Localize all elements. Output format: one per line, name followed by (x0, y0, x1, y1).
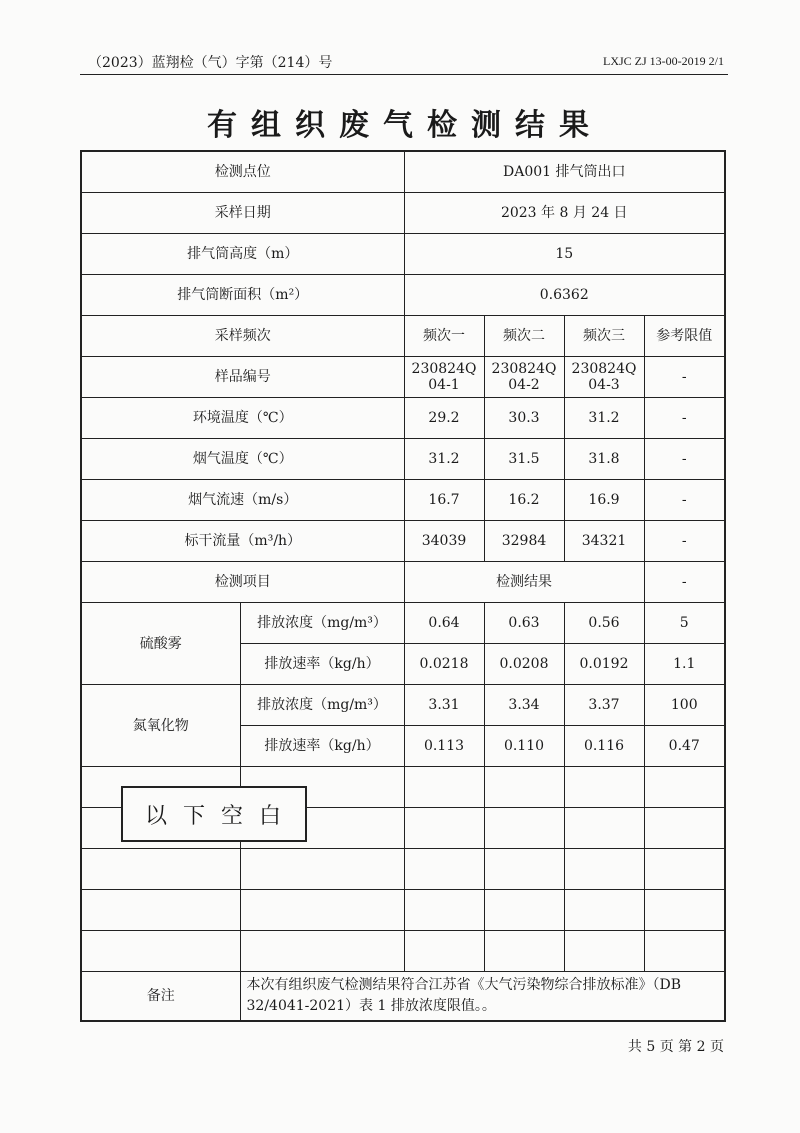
metric-value: 0.0208 (484, 644, 564, 685)
param-label: 环境温度（℃） (81, 398, 404, 439)
param-value: 29.2 (404, 398, 484, 439)
items-label: 检测项目 (81, 562, 404, 603)
results-table (80, 150, 726, 1022)
metric-limit: 100 (644, 685, 725, 726)
form-code: LXJC ZJ 13-00-2019 2/1 (603, 54, 724, 68)
pollutant-name: 氮氧化物 (81, 685, 240, 767)
param-label: 标干流量（m³/h） (81, 521, 404, 562)
blank-below-stamp: 以下空白 (121, 786, 307, 842)
param-value: 16.2 (484, 480, 564, 521)
point-value: DA001 排气筒出口 (404, 151, 725, 193)
param-value: 16.7 (404, 480, 484, 521)
blank-cell (484, 849, 564, 890)
metric-label: 排放浓度（mg/m³） (240, 685, 404, 726)
blank-cell (404, 931, 484, 972)
freq-col-1: 频次一 (404, 316, 484, 357)
blank-cell (240, 849, 404, 890)
page-footer: 共 5 页 第 2 页 (627, 1039, 724, 1055)
page-title: 有组织废气检测结果 (207, 108, 603, 143)
report-number: （2023）蓝翔检（气）字第（214）号 (88, 55, 333, 71)
blank-cell (81, 890, 240, 931)
blank-cell (644, 849, 725, 890)
blank-cell (81, 849, 240, 890)
param-value: 230824Q 04-1 (404, 357, 484, 398)
header-divider (80, 74, 728, 75)
freq-label: 采样频次 (81, 316, 404, 357)
table-row (81, 234, 725, 275)
blank-cell (644, 767, 725, 808)
table-row (81, 398, 725, 439)
table-row (81, 439, 725, 480)
metric-limit: 0.47 (644, 726, 725, 767)
freq-col-2: 频次二 (484, 316, 564, 357)
blank-cell (484, 808, 564, 849)
items-limit: - (644, 562, 725, 603)
blank-cell (564, 849, 644, 890)
pollutant-name: 硫酸雾 (81, 603, 240, 685)
table-row (81, 480, 725, 521)
metric-limit: 1.1 (644, 644, 725, 685)
blank-cell (404, 890, 484, 931)
point-label: 检测点位 (81, 151, 404, 193)
param-value: 31.2 (404, 439, 484, 480)
metric-label: 排放速率（kg/h） (240, 644, 404, 685)
param-label: 烟气温度（℃） (81, 439, 404, 480)
blank-cell (564, 931, 644, 972)
metric-value: 3.34 (484, 685, 564, 726)
remark-row (81, 972, 725, 1022)
blank-row (81, 931, 725, 972)
remark-label: 备注 (81, 972, 240, 1022)
param-label: 烟气流速（m/s） (81, 480, 404, 521)
table-row (81, 275, 725, 316)
param-label: 样品编号 (81, 357, 404, 398)
param-limit: - (644, 521, 725, 562)
remark-text: 本次有组织废气检测结果符合江苏省《大气污染物综合排放标准》（DB 32/4041-2021）表 1 排放浓度限值。。 (240, 972, 725, 1022)
blank-cell (404, 808, 484, 849)
param-value: 230824Q 04-2 (484, 357, 564, 398)
metric-value: 0.63 (484, 603, 564, 644)
blank-cell (644, 890, 725, 931)
freq-col-3: 频次三 (564, 316, 644, 357)
param-value: 230824Q 04-3 (564, 357, 644, 398)
metric-label: 排放浓度（mg/m³） (240, 603, 404, 644)
blank-cell (404, 849, 484, 890)
table-row (81, 357, 725, 398)
area-value: 0.6362 (404, 275, 725, 316)
param-value: 34039 (404, 521, 484, 562)
param-value: 30.3 (484, 398, 564, 439)
table-row (81, 562, 725, 603)
blank-cell (240, 931, 404, 972)
table-row (81, 316, 725, 357)
table-row (81, 521, 725, 562)
blank-row (81, 849, 725, 890)
metric-value: 3.37 (564, 685, 644, 726)
metric-label: 排放速率（kg/h） (240, 726, 404, 767)
area-label: 排气筒断面积（m²） (81, 275, 404, 316)
table-row (81, 193, 725, 234)
blank-cell (484, 931, 564, 972)
param-value: 16.9 (564, 480, 644, 521)
height-label: 排气筒高度（m） (81, 234, 404, 275)
blank-row (81, 890, 725, 931)
param-limit: - (644, 357, 725, 398)
param-value: 34321 (564, 521, 644, 562)
metric-value: 0.0192 (564, 644, 644, 685)
date-label: 采样日期 (81, 193, 404, 234)
param-value: 31.2 (564, 398, 644, 439)
items-result-label: 检测结果 (404, 562, 644, 603)
table-row (81, 685, 725, 726)
param-value: 31.8 (564, 439, 644, 480)
metric-value: 0.0218 (404, 644, 484, 685)
param-limit: - (644, 398, 725, 439)
blank-cell (404, 767, 484, 808)
limit-header: 参考限值 (644, 316, 725, 357)
param-value: 32984 (484, 521, 564, 562)
blank-cell (644, 931, 725, 972)
blank-cell (240, 890, 404, 931)
metric-limit: 5 (644, 603, 725, 644)
metric-value: 3.31 (404, 685, 484, 726)
date-value: 2023 年 8 月 24 日 (404, 193, 725, 234)
blank-cell (644, 808, 725, 849)
blank-cell (81, 931, 240, 972)
param-limit: - (644, 439, 725, 480)
blank-cell (484, 767, 564, 808)
blank-cell (564, 767, 644, 808)
table-row (81, 603, 725, 644)
param-limit: - (644, 480, 725, 521)
metric-value: 0.110 (484, 726, 564, 767)
metric-value: 0.116 (564, 726, 644, 767)
metric-value: 0.56 (564, 603, 644, 644)
blank-cell (564, 808, 644, 849)
metric-value: 0.64 (404, 603, 484, 644)
blank-cell (484, 890, 564, 931)
metric-value: 0.113 (404, 726, 484, 767)
blank-cell (564, 890, 644, 931)
height-value: 15 (404, 234, 725, 275)
table-row (81, 151, 725, 193)
param-value: 31.5 (484, 439, 564, 480)
